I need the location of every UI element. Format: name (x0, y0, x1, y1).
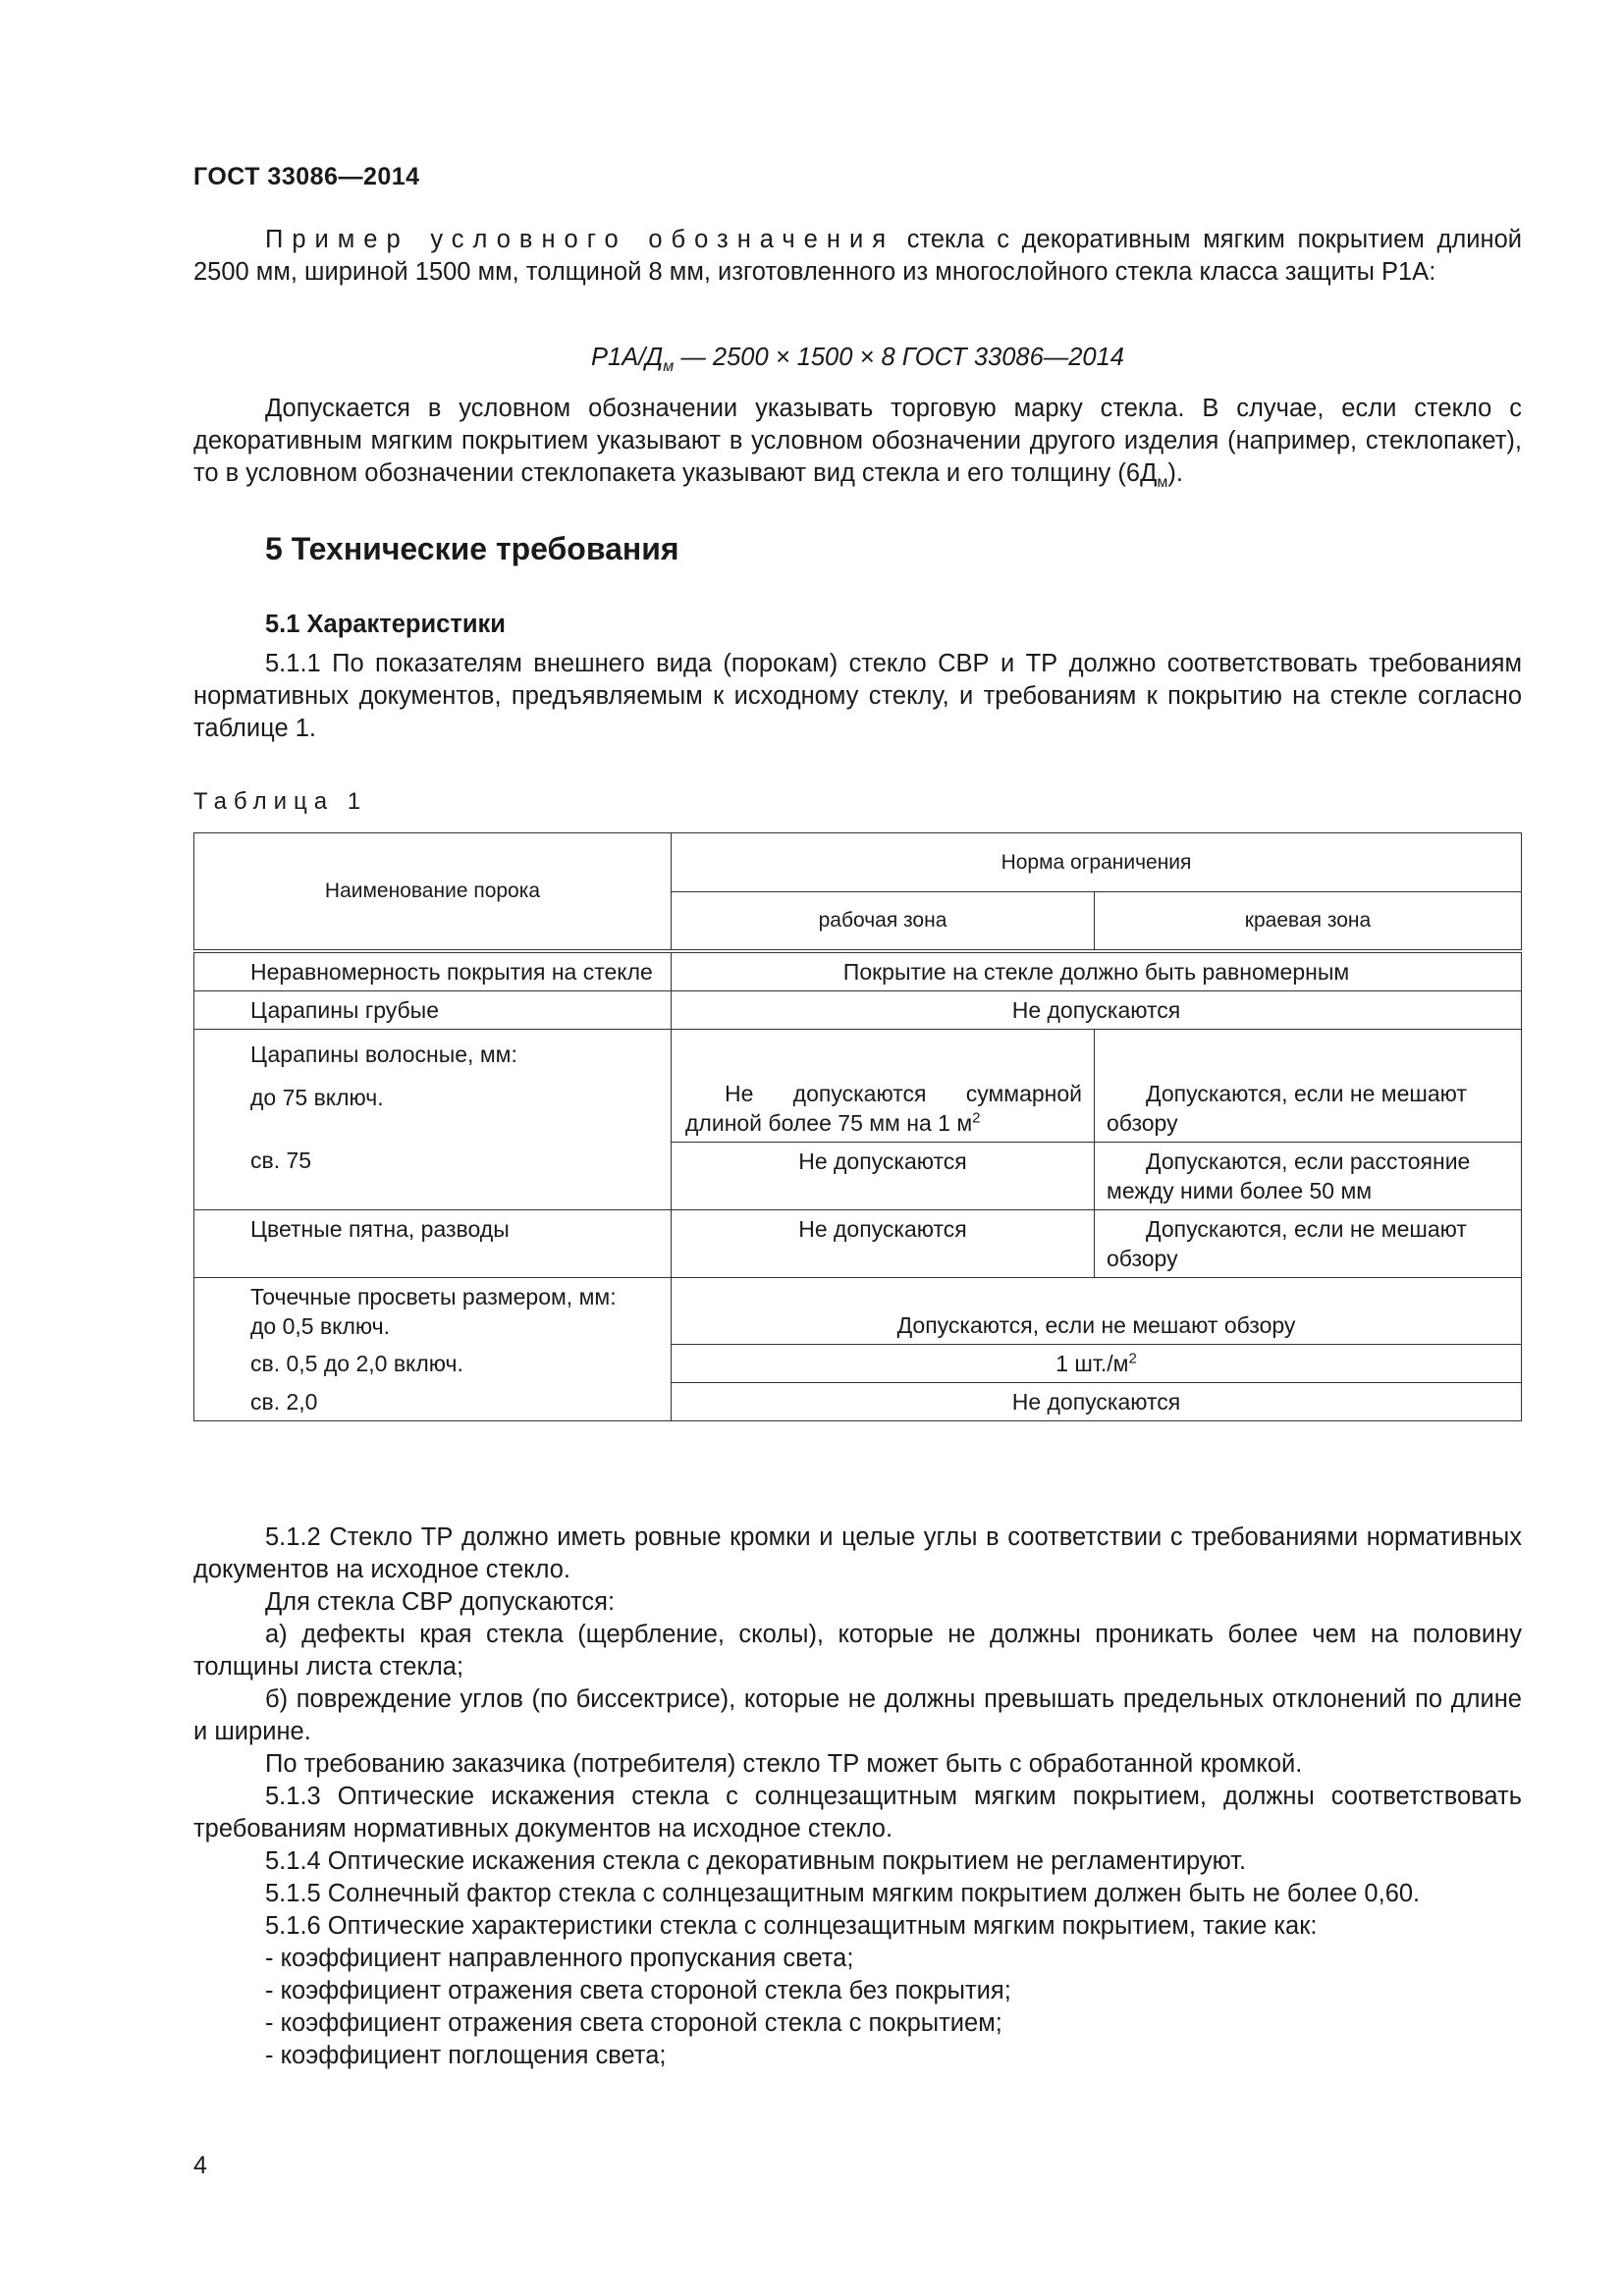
paragraph-customer: По требованию заказчика (потребителя) стекло ТР может быть с обработанной кромкой. (265, 1750, 1303, 1778)
table-row (194, 1345, 1522, 1383)
row-name: св. 0,5 до 2,0 включ. (194, 1345, 672, 1383)
row-name: св. 75 (194, 1142, 672, 1209)
list-item: - коэффициент отражения света стороной стекла с покрытием; (265, 2009, 1002, 2037)
example-paragraph (193, 224, 1522, 289)
paragraph-item-a: а) дефекты края стекла (щербление, сколы), которые не должны проникать более чем на половину толщины листа стекла; (193, 1621, 1522, 1681)
formula-part-b: — 2500 × 1500 × 8 ГОСТ 33086—2014 (674, 344, 1124, 371)
header-edge-zone: краевая зона (1095, 892, 1522, 951)
row-work-value (672, 1029, 1095, 1142)
paragraph-svr: Для стекла СВР допускаются: (265, 1588, 616, 1616)
row-value: Допускаются, если не мешают обзору (672, 1277, 1522, 1345)
superscript: 2 (972, 1108, 981, 1126)
header-work-zone: рабочая зона (672, 892, 1095, 951)
list-item: - коэффициент поглощения света; (265, 2042, 667, 2069)
paragraph-item-b: б) повреждение углов (по биссектрисе), которые не должны превышать предельных отклонений по длине и ширине. (193, 1685, 1522, 1745)
row-name-sub: до 0,5 включ. (250, 1312, 391, 1339)
row-name: Цветные пятна, разводы (194, 1209, 672, 1277)
table-row (194, 951, 1522, 991)
formula-part-a: Р1А/Д (591, 344, 664, 371)
paragraph-5-1-2: 5.1.2 Стекло ТР должно иметь ровные кромки и целые углы в соответствии с требованиями нормативных документов на исходное стекло. (193, 1523, 1522, 1583)
row-name-sub: до 75 включ. (250, 1084, 384, 1110)
paragraph-5-1-1: 5.1.1 По показателям внешнего вида (порокам) стекло СВР и ТР должно соответствовать требованиям нормативных документов, предъявляемым к исходному стеклу, и требованиям к покрытию на стекле согласно таблице 1. (193, 650, 1522, 742)
superscript: 2 (1128, 1350, 1137, 1367)
table-row (194, 990, 1522, 1029)
row-work-value: Не допускаются (672, 1209, 1095, 1277)
defects-table (193, 832, 1522, 1421)
designation-formula (193, 344, 1522, 376)
example-lead: Пример условного обозначения (265, 226, 895, 253)
row-value: Покрытие на стекле должно быть равномерным (672, 951, 1522, 991)
row-name (194, 1277, 672, 1345)
row-name: Неравномерность покрытия на стекле (194, 951, 672, 991)
subsection-title: 5.1 Характеристики (265, 611, 506, 638)
table-row (194, 1383, 1522, 1421)
header-defect-name: Наименование порока (194, 833, 672, 951)
row-edge-value: Допускаются, если не мешают обзору (1095, 1209, 1522, 1277)
row-edge-value: Допускаются, если расстояние между ними более 50 мм (1095, 1142, 1522, 1209)
table-row (194, 1142, 1522, 1209)
row-value: Не допускаются (672, 1383, 1522, 1421)
formula-subscript: м (663, 358, 675, 376)
paragraph-5-1-4: 5.1.4 Оптические искажения стекла с декоративным покрытием не регламентируют. (265, 1847, 1247, 1875)
value-text: 1 шт./м (1055, 1351, 1129, 1376)
table-row (194, 1209, 1522, 1277)
body-text-block (193, 1522, 1522, 2072)
document-header: ГОСТ 33086—2014 (193, 163, 420, 190)
row-name-title: Царапины волосные, мм: (250, 1041, 517, 1067)
list-item: - коэффициент отражения света стороной стекла без покрытия; (265, 1977, 1011, 2004)
example-text: стекла с декоративным мягким покрытием длиной 2500 мм, шириной 1500 мм, толщиной 8 мм, изготовленного из многослойного стекла класса защиты Р1А: (193, 226, 1523, 286)
trademark-subscript: м (1157, 474, 1168, 492)
row-work-value: Не допускаются (672, 1142, 1095, 1209)
row-name: св. 2,0 (194, 1383, 672, 1421)
paragraph-5-1-6: 5.1.6 Оптические характеристики стекла с солнцезащитным мягким покрытием, такие как: (265, 1912, 1318, 1940)
paragraph-5-1-3: 5.1.3 Оптические искажения стекла с солнцезащитным мягким покрытием, должны соответствовать требованиям нормативных документов на исходное стекло. (193, 1783, 1522, 1842)
table-caption: Таблица 1 (193, 788, 368, 815)
row-edge-value: Допускаются, если не мешают обзору (1095, 1029, 1522, 1142)
trademark-paragraph (193, 393, 1522, 490)
trademark-text: Допускается в условном обозначении указывать торговую марку стекла. В случае, если стекло с декоративным мягким покрытием указывают в условном обозначении другого изделия (например, стеклопакет), то в условном обозначении стеклопакета указывают вид стекла и его толщину (6Д (193, 395, 1522, 487)
work-value-text: Не допускаются суммарной длиной более 75 мм на 1 м (685, 1080, 1082, 1136)
section-title: 5 Технические требования (265, 531, 679, 566)
page-number: 4 (193, 2152, 207, 2179)
row-name-title: Точечные просветы размером, мм: (250, 1283, 617, 1309)
table-row (194, 1277, 1522, 1345)
paragraph-5-1-5: 5.1.5 Солнечный фактор стекла с солнцезащитным мягким покрытием должен быть не более 0,60. (265, 1880, 1421, 1907)
header-norm: Норма ограничения (672, 833, 1522, 892)
trademark-text-end: ). (1167, 459, 1183, 487)
row-value: Не допускаются (672, 990, 1522, 1029)
row-name (194, 1029, 672, 1142)
table-row (194, 1029, 1522, 1142)
list-item: - коэффициент направленного пропускания света; (265, 1945, 854, 1972)
row-name: Царапины грубые (194, 990, 672, 1029)
row-value (672, 1345, 1522, 1383)
